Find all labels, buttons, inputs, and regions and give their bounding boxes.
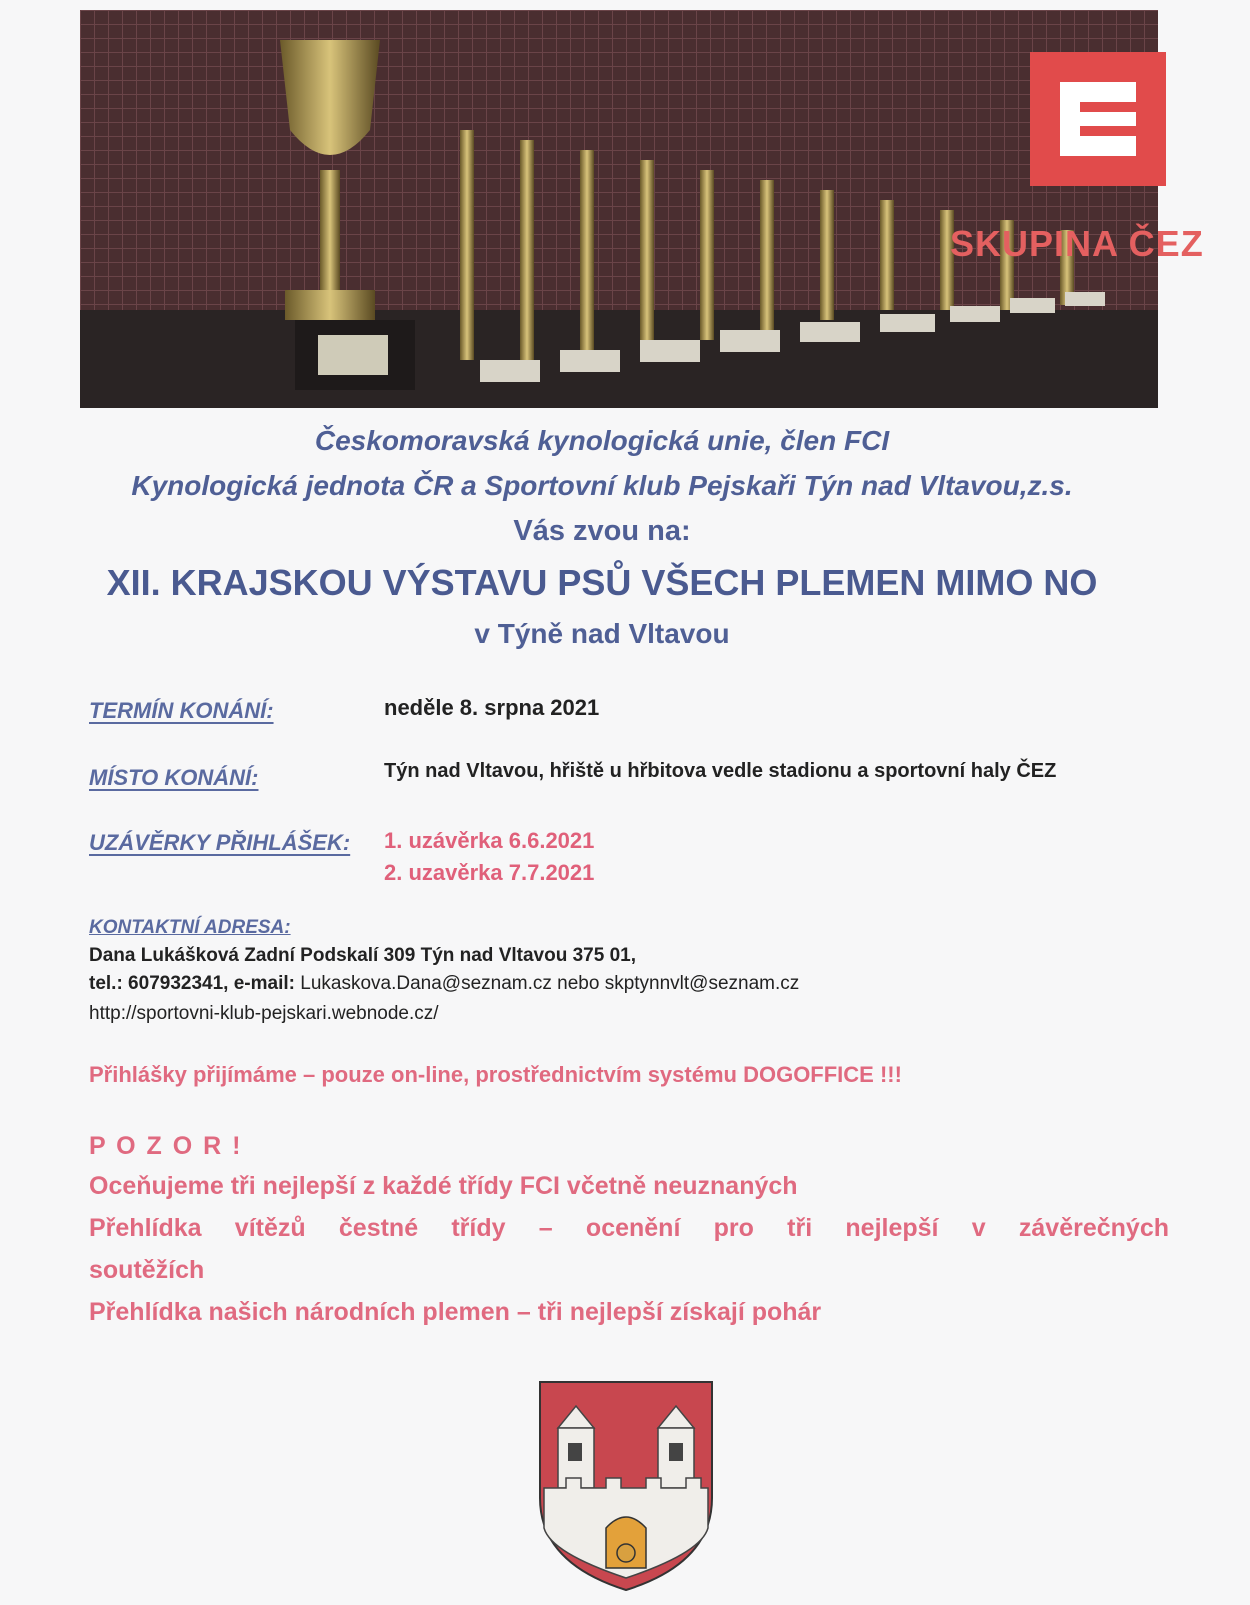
coat-of-arms bbox=[536, 1378, 716, 1597]
page-subtitle: v Týně nad Vltavou bbox=[474, 618, 730, 649]
notice-line-2b: soutěžích bbox=[89, 1256, 205, 1284]
deadline-2: 2. uzavěrka 7.7.2021 bbox=[384, 860, 595, 885]
notice-line-1: Oceňujeme tři nejlepší z každé třídy FCI včetně neuznaných bbox=[89, 1172, 798, 1200]
organizer-line-2: Kynologická jednota ČR a Sportovní klub Pejskaři Týn nad Vltavou,z.s. bbox=[131, 470, 1073, 501]
notice-line-3: Přehlídka našich národních plemen – tři nejlepší získají pohár bbox=[89, 1298, 822, 1326]
place-value: Týn nad Vltavou, hřiště u hřbitova vedle stadionu a sportovní haly ČEZ bbox=[384, 760, 1057, 782]
page-title: XII. KRAJSKOU VÝSTAVU PSŮ VŠECH PLEMEN MIMO NO bbox=[106, 562, 1098, 603]
deadline-1: 1. uzávěrka 6.6.2021 bbox=[384, 828, 595, 853]
contact-url[interactable]: http://sportovni-klub-pejskari.webnode.cz/ bbox=[89, 1003, 439, 1024]
notice-line-2a: Přehlídka vítězů čestné třídy – ocenění pro tři nejlepší v závěrečných bbox=[89, 1214, 1169, 1242]
place-label: MÍSTO KONÁNÍ: bbox=[89, 765, 259, 790]
coat-of-arms-icon bbox=[536, 1378, 716, 1593]
warning-heading: P O Z O R ! bbox=[89, 1132, 243, 1160]
trophies-image bbox=[80, 10, 1158, 408]
organizer-line-1: Českomoravská kynologická unie, člen FCI bbox=[314, 425, 890, 456]
contact-phone-email bbox=[89, 973, 799, 995]
cez-logo-icon bbox=[1030, 52, 1166, 186]
online-notice: Přihlášky přijímáme – pouze on-line, prostřednictvím systému DOGOFFICE !!! bbox=[89, 1062, 902, 1087]
contact-phone: tel.: 607932341, e-mail: bbox=[89, 973, 295, 994]
date-label: TERMÍN KONÁNÍ: bbox=[89, 698, 274, 723]
contact-label: KONTAKTNÍ ADRESA: bbox=[89, 917, 291, 938]
contact-address: Dana Lukášková Zadní Podskalí 309 Týn nad Vltavou 375 01, bbox=[89, 945, 636, 966]
cez-logo bbox=[1030, 52, 1166, 186]
invite-text: Vás zvou na: bbox=[513, 515, 691, 547]
brand-text: SKUPINA ČEZ bbox=[950, 223, 1204, 264]
contact-emails[interactable]: Lukaskova.Dana@seznam.cz nebo skptynnvlt@seznam.cz bbox=[294, 973, 800, 994]
deadline-label: UZÁVĚRKY PŘIHLÁŠEK: bbox=[89, 830, 351, 855]
banner-photo bbox=[80, 10, 1204, 408]
date-value: neděle 8. srpna 2021 bbox=[384, 695, 600, 720]
